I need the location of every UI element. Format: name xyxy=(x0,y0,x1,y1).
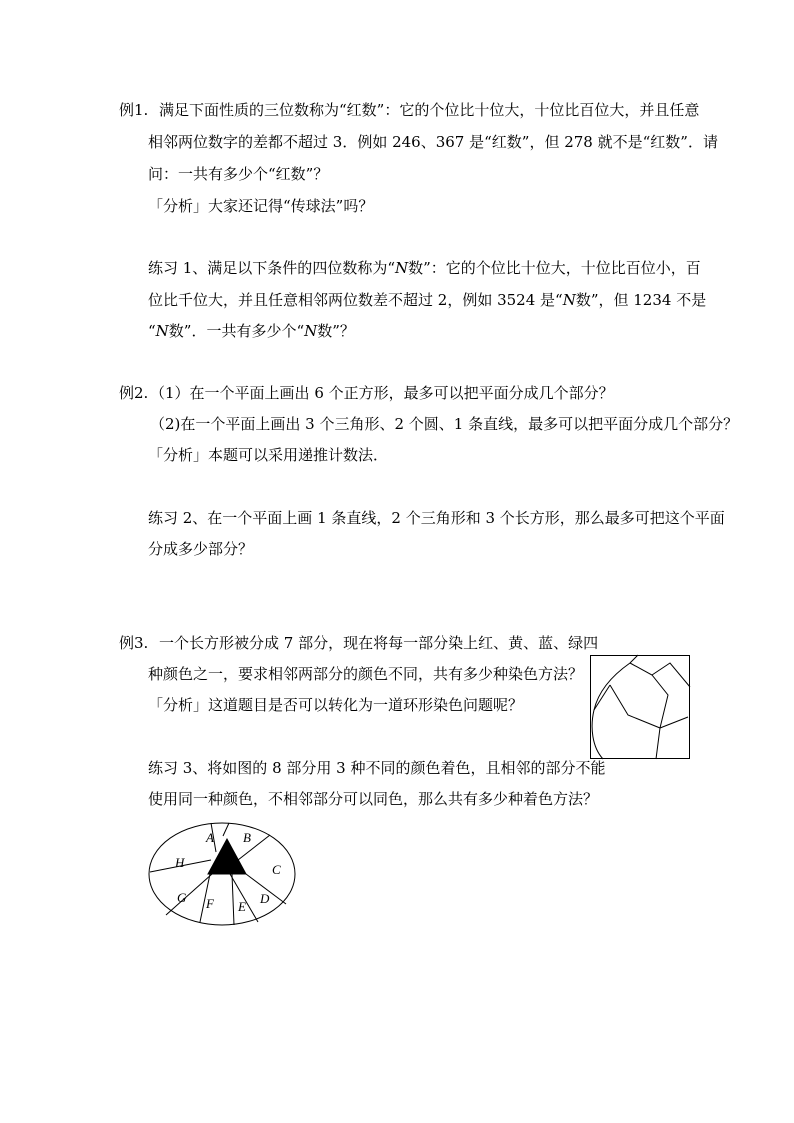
example-1-line-2: 相邻两位数字的差都不超过 3．例如 246、367 是“红数”，但 278 就不是“红数”．请 xyxy=(148,133,718,151)
example-2-part-1: （1）在一个平面上画出 6 个正方形，最多可以把平面分成几个部分？ xyxy=(150,384,614,402)
practice-1-line-3: “N数”．一共有多少个“N数”？ xyxy=(148,322,355,340)
example-2-part-2: （2)在一个平面上画出 3 个三角形、2 个圆、1 条直线，最多可以把平面分成几个部分？ xyxy=(150,415,739,433)
practice-3-line-1: 练习 3、将如图的 8 部分用 3 种不同的颜色着色，且相邻的部分不能 xyxy=(148,759,606,777)
region-label-f: F xyxy=(206,896,214,911)
practice-2-line-1: 练习 2、在一个平面上画 1 条直线，2 个三角形和 3 个长方形，那么最多可把这个平面 xyxy=(148,509,725,527)
region-label-e: E xyxy=(238,899,246,914)
example-1-analysis: 「分析」大家还记得“传球法”吗？ xyxy=(148,197,374,215)
example-1-label: 例1. xyxy=(119,101,149,119)
region-label-b: B xyxy=(243,830,251,845)
example-3-line-2: 种颜色之一，要求相邻两部分的颜色不同，共有多少种染色方法？ xyxy=(148,665,584,683)
region-label-c: C xyxy=(272,862,281,877)
example-3-analysis: 「分析」这道题目是否可以转化为一道环形染色问题呢？ xyxy=(148,696,524,714)
practice-3-line-2: 使用同一种颜色，不相邻部分可以同色，那么共有多少种着色方法？ xyxy=(148,790,599,808)
n-variable: N xyxy=(394,259,409,277)
example-1-line-3: 问：一共有多少个“红数”？ xyxy=(148,165,329,183)
example-2-label: 例2. xyxy=(119,384,149,402)
practice-1-line-2: 位比千位大，并且任意相邻两位数差不超过 2，例如 3524 是“N数”，但 1234 不是 xyxy=(148,291,707,309)
region-label-d: D xyxy=(260,891,270,906)
n-variable: N xyxy=(304,322,318,340)
example-2-analysis: 「分析」本题可以采用递推计数法． xyxy=(148,446,389,464)
region-label-a: A xyxy=(206,830,214,845)
region-label-h: H xyxy=(175,855,185,870)
seven-part-rectangle-figure xyxy=(590,655,690,759)
n-variable: N xyxy=(155,322,169,340)
example-1-line-1: 满足下面性质的三位数称为“红数”：它的个位比十位大，十位比百位大，并且任意 xyxy=(159,101,700,119)
example-3-label: 例3. xyxy=(119,634,149,652)
practice-2-line-2: 分成多少部分？ xyxy=(148,540,254,558)
region-label-g: G xyxy=(177,890,187,905)
example-3-line-1: 一个长方形被分成 7 部分，现在将每一部分染上红、黄、蓝、绿四 xyxy=(159,634,599,652)
practice-1-line-1: 练习 1、满足以下条件的四位数称为“N数”：它的个位比十位大，十位比百位小，百 xyxy=(148,259,701,277)
eight-region-ellipse-figure xyxy=(148,822,296,926)
n-variable: N xyxy=(562,291,576,309)
